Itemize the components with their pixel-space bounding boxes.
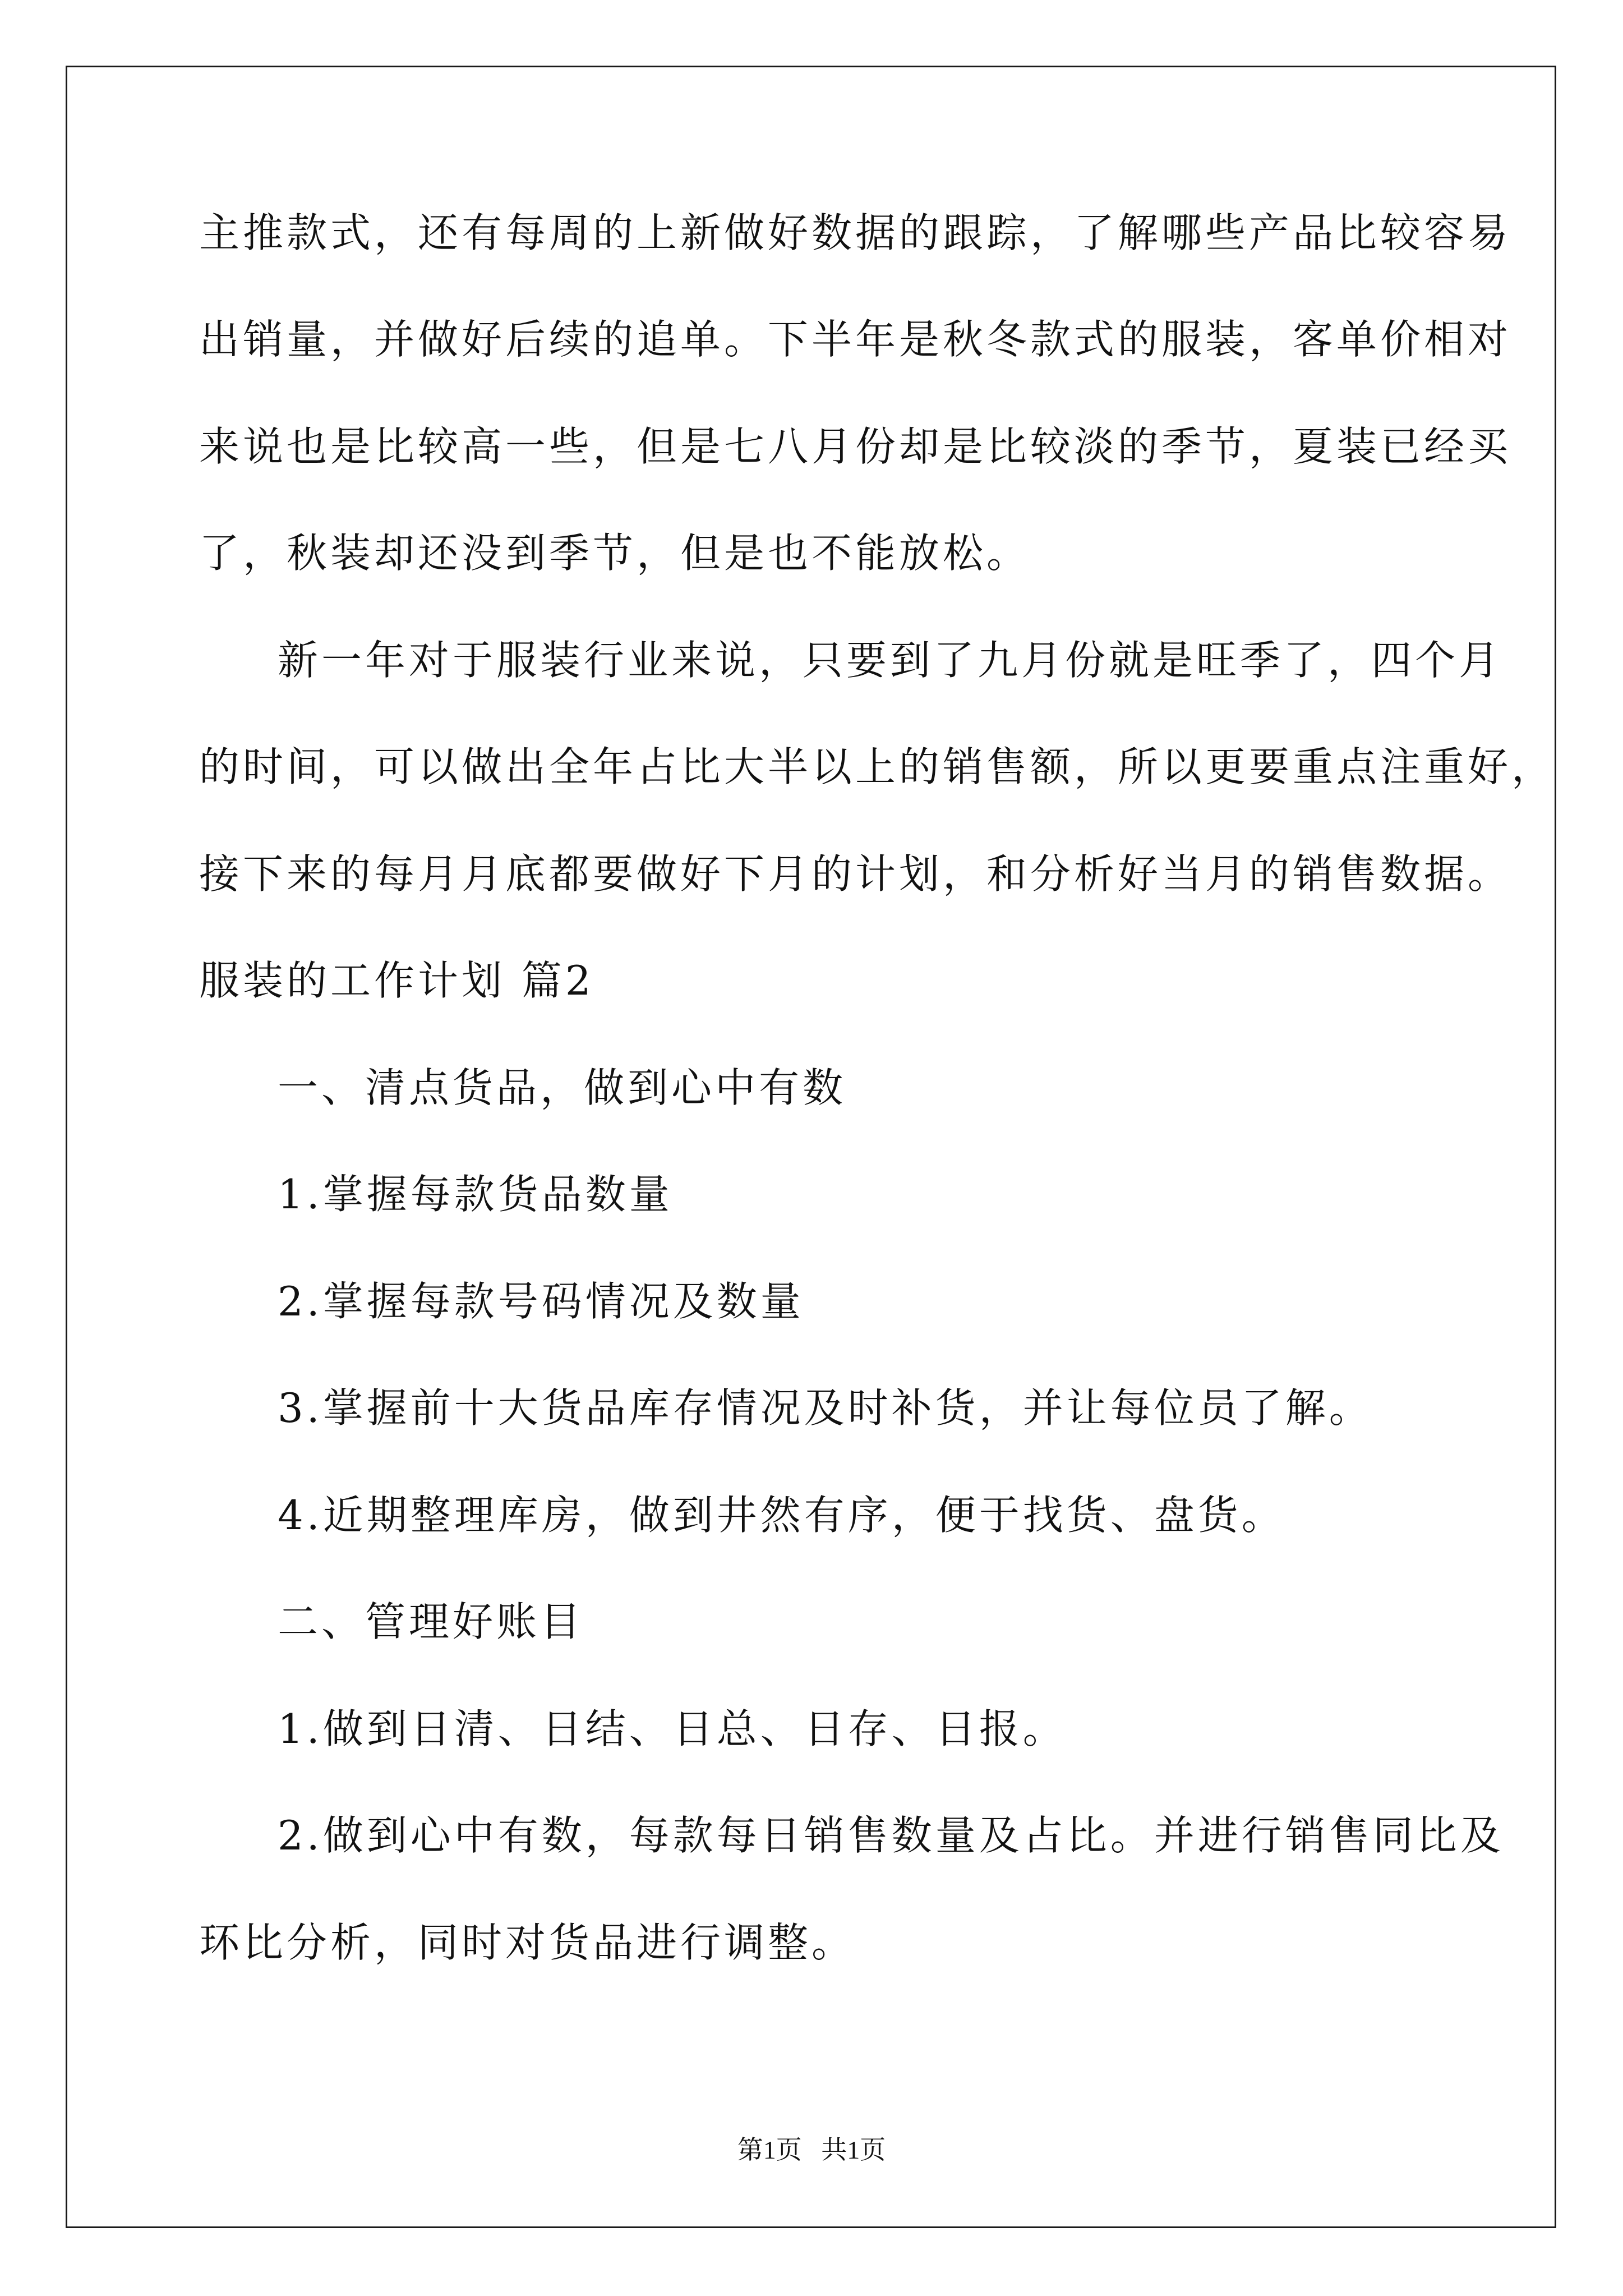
list-item: 2.掌握每款号码情况及数量 bbox=[278, 1278, 804, 1325]
list-item: 3.掌握前十大货品库存情况及时补货，并让每位员了解。 bbox=[278, 1384, 1373, 1432]
paragraph-line: 了，秋装却还没到季节，但是也不能放松。 bbox=[199, 530, 1031, 577]
paragraph-line: 来说也是比较高一些，但是七八月份却是比较淡的季节，夏装已经买 bbox=[199, 423, 1512, 470]
list-item: 1.做到日清、日结、日总、日存、日报。 bbox=[278, 1705, 1067, 1752]
paragraph-line: 出销量，并做好后续的追单。下半年是秋冬款式的服装，客单价相对 bbox=[199, 316, 1512, 363]
paragraph-line: 的时间，可以做出全年占比大半以上的销售额，所以更要重点注重好， bbox=[199, 743, 1556, 790]
list-item: 4.近期整理库房，做到井然有序，便于找货、盘货。 bbox=[278, 1492, 1285, 1539]
page-number-footer: 第1页 共1页 bbox=[737, 2136, 886, 2164]
list-item: 1.掌握每款货品数量 bbox=[278, 1171, 673, 1218]
subsection-heading: 二、管理好账目 bbox=[278, 1598, 584, 1645]
paragraph-line: 新一年对于服装行业来说，只要到了九月份就是旺季了，四个月 bbox=[278, 637, 1503, 684]
list-item-continuation: 环比分析，同时对货品进行调整。 bbox=[199, 1919, 856, 1966]
paragraph-line: 接下来的每月月底都要做好下月的计划，和分析好当月的销售数据。 bbox=[199, 850, 1512, 898]
paragraph-line: 主推款式，还有每周的上新做好数据的跟踪，了解哪些产品比较容易 bbox=[199, 209, 1512, 256]
list-item: 2.做到心中有数，每款每日销售数量及占比。并进行销售同比及 bbox=[278, 1812, 1504, 1859]
page-border bbox=[66, 66, 1556, 2228]
subsection-heading: 一、清点货品，做到心中有数 bbox=[278, 1064, 847, 1111]
section-heading: 服装的工作计划 篇2 bbox=[199, 957, 594, 1004]
